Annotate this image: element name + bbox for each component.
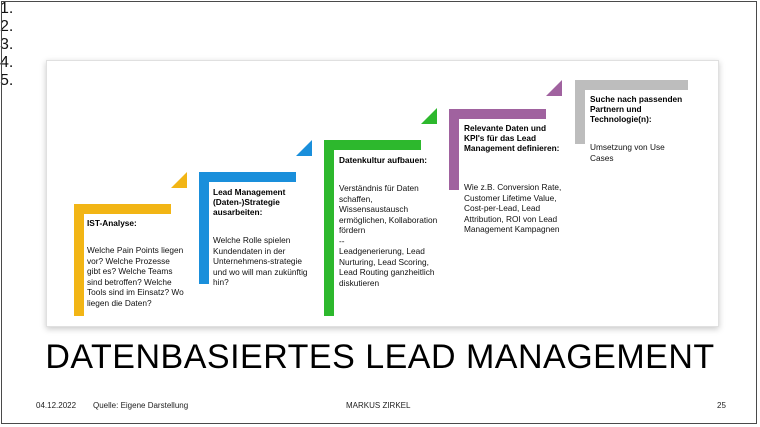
footer-date: 04.12.2022 [36, 401, 77, 410]
step-4-body: Wie z.B. Conversion Rate, Customer Lifetime Value, Cost-per-Lead, Lead Attribution, ROI von Lead Management Kampagnen [464, 182, 562, 234]
step-5-bar [575, 80, 688, 90]
footer-page-number: 25 [717, 401, 726, 410]
step-2-corner-triangle [296, 140, 312, 156]
step-1-heading: IST-Analyse: [87, 218, 137, 228]
step-3-body: Verständnis für Daten schaffen, Wissensaustausch ermöglichen, Kollaboration fördern -- Leadgenerierung, Lead Nurturing, Lead Scoring, Lead Routing ganzheitlich diskutieren [339, 183, 438, 288]
step-1-body: Welche Pain Points liegen vor? Welche Prozesse gibt es? Welche Teams sind betroffen? Welche Tools sind im Einsatz? Wo liegen die Daten? [87, 245, 184, 308]
step-2-bar [199, 172, 296, 182]
step-5-body: Umsetzung von Use Cases [590, 142, 665, 163]
step-1-side-bar [74, 204, 84, 316]
step-5-heading: Suche nach passenden Partnern und Technologie(n): [590, 94, 683, 124]
footer-author: MARKUS ZIRKEL [346, 401, 411, 410]
step-1-number: 1. [0, 0, 14, 17]
step-4-number: 4. [0, 54, 14, 71]
step-3-number: 3. [0, 36, 14, 53]
step-2-body: Welche Rolle spielen Kundendaten in der Unternehmens-strategie und wo will man zukünftig hin? [213, 235, 308, 287]
step-2-number: 2. [0, 18, 14, 35]
step-2-side-bar [199, 172, 209, 284]
step-4-heading: Relevante Daten und KPI's für das Lead Management definieren: [464, 123, 560, 153]
step-1-bar [74, 204, 171, 214]
step-3-heading: Datenkultur aufbauen: [339, 155, 428, 165]
step-1-corner-triangle [171, 172, 187, 188]
step-3-bar [324, 140, 421, 150]
step-4-corner-triangle [546, 80, 562, 96]
slide-title: DATENBASIERTES LEAD MANAGEMENT [45, 338, 715, 376]
step-4-side-bar [449, 109, 459, 190]
step-2-heading: Lead Management (Daten-)Strategie ausarbeiten: [213, 187, 286, 217]
step-5-side-bar [575, 80, 585, 144]
step-4-bar [449, 109, 546, 119]
step-3-side-bar [324, 140, 334, 316]
step-3-corner-triangle [421, 108, 437, 124]
step-5-number: 5. [0, 72, 14, 89]
footer-source: Quelle: Eigene Darstellung [93, 401, 189, 410]
